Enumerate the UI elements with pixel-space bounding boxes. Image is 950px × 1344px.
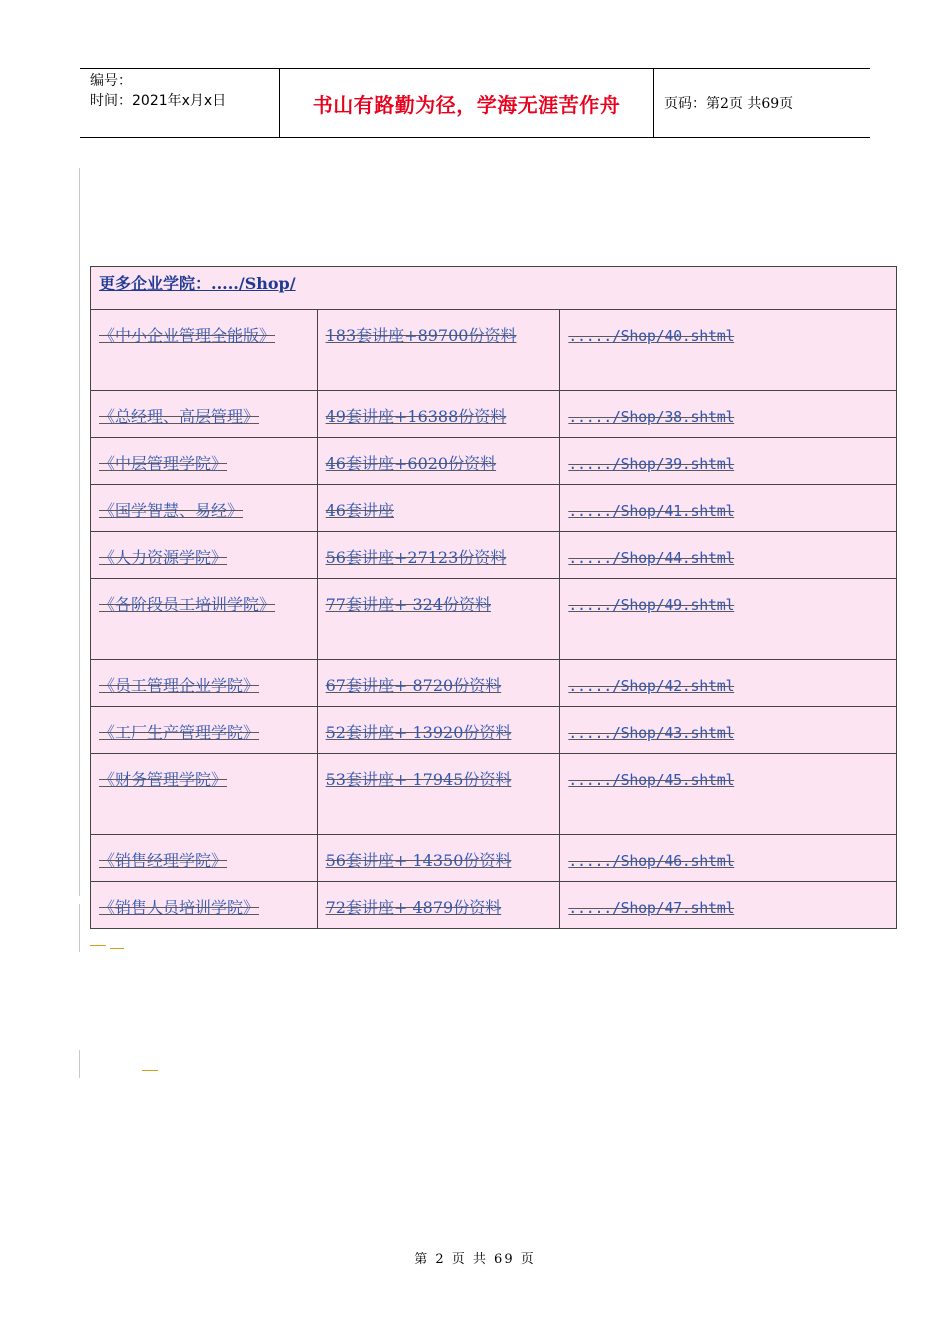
table-row bbox=[91, 438, 897, 485]
table-heading[interactable]: 更多企业学院：...../Shop/ bbox=[91, 267, 897, 310]
table-row bbox=[91, 707, 897, 754]
table-heading-row bbox=[91, 267, 897, 310]
table-row bbox=[91, 532, 897, 579]
academy-url-link[interactable]: ...../Shop/46.shtml bbox=[568, 852, 735, 870]
academy-name-link[interactable]: 《国学智慧、易经》 bbox=[99, 501, 244, 520]
margin-rule bbox=[79, 1050, 80, 1078]
academy-url-link[interactable]: ...../Shop/38.shtml bbox=[568, 408, 735, 426]
table-row bbox=[91, 579, 897, 660]
header-page-info: 页码：第2页 共69页 bbox=[664, 96, 794, 112]
page-header bbox=[80, 68, 870, 138]
academy-content-link[interactable]: 77套讲座+ 324份资料 bbox=[325, 595, 492, 614]
table-row bbox=[91, 660, 897, 707]
academy-content-link[interactable]: 46套讲座 bbox=[325, 501, 394, 520]
academy-name-link[interactable]: 《销售人员培训学院》 bbox=[99, 898, 260, 917]
table-row bbox=[91, 835, 897, 882]
academy-url-link[interactable]: ...../Shop/42.shtml bbox=[568, 677, 735, 695]
time-label: 时间：2021年x月x日 bbox=[90, 93, 227, 109]
table-row bbox=[91, 391, 897, 438]
academy-url-link[interactable]: ...../Shop/41.shtml bbox=[568, 502, 735, 520]
header-meta bbox=[80, 69, 280, 137]
table-row bbox=[91, 485, 897, 532]
margin-rule bbox=[79, 904, 80, 952]
academy-url-link[interactable]: ...../Shop/39.shtml bbox=[568, 455, 735, 473]
page-footer: 第 2 页 共 69 页 bbox=[414, 1252, 536, 1267]
academy-name-link[interactable]: 《财务管理学院》 bbox=[99, 770, 228, 789]
underline-mark bbox=[90, 945, 106, 946]
academy-url-link[interactable]: ...../Shop/47.shtml bbox=[568, 899, 735, 917]
header-motto: 书山有路勤为径，学海无涯苦作舟 bbox=[280, 69, 654, 137]
academy-url-link[interactable]: ...../Shop/43.shtml bbox=[568, 724, 735, 742]
academy-url-link[interactable]: ...../Shop/45.shtml bbox=[568, 771, 735, 789]
academy-content-link[interactable]: 56套讲座+27123份资料 bbox=[325, 548, 507, 567]
academy-name-link[interactable]: 《总经理、高层管理》 bbox=[99, 407, 260, 426]
academy-content-link[interactable]: 46套讲座+6020份资料 bbox=[325, 454, 497, 473]
academy-name-link[interactable]: 《工厂生产管理学院》 bbox=[99, 723, 260, 742]
table-row bbox=[91, 310, 897, 391]
academy-url-link[interactable]: ...../Shop/44.shtml bbox=[568, 549, 735, 567]
academy-name-link[interactable]: 《各阶段员工培训学院》 bbox=[99, 595, 276, 614]
academy-url-link[interactable]: ...../Shop/40.shtml bbox=[568, 327, 735, 345]
academy-content-link[interactable]: 49套讲座+16388份资料 bbox=[325, 407, 507, 426]
academy-content-link[interactable]: 72套讲座+ 4879份资料 bbox=[325, 898, 502, 917]
academy-name-link[interactable]: 《员工管理企业学院》 bbox=[99, 676, 260, 695]
academy-name-link[interactable]: 《中小企业管理全能版》 bbox=[99, 326, 276, 345]
academy-url-link[interactable]: ...../Shop/49.shtml bbox=[568, 596, 735, 614]
academy-links-table bbox=[90, 266, 897, 929]
number-label: 编号： bbox=[90, 73, 132, 89]
academy-content-link[interactable]: 56套讲座+ 14350份资料 bbox=[325, 851, 512, 870]
academy-name-link[interactable]: 《人力资源学院》 bbox=[99, 548, 228, 567]
academy-content-link[interactable]: 52套讲座+ 13920份资料 bbox=[325, 723, 512, 742]
margin-rule bbox=[79, 168, 80, 896]
academy-content-link[interactable]: 183套讲座+89700份资料 bbox=[325, 326, 517, 345]
academy-name-link[interactable]: 《销售经理学院》 bbox=[99, 851, 228, 870]
table-row bbox=[91, 754, 897, 835]
academy-content-link[interactable]: 67套讲座+ 8720份资料 bbox=[325, 676, 502, 695]
underline-mark bbox=[110, 948, 124, 949]
underline-mark bbox=[142, 1070, 158, 1071]
academy-content-link[interactable]: 53套讲座+ 17945份资料 bbox=[325, 770, 512, 789]
academy-name-link[interactable]: 《中层管理学院》 bbox=[99, 454, 228, 473]
table-row bbox=[91, 882, 897, 929]
